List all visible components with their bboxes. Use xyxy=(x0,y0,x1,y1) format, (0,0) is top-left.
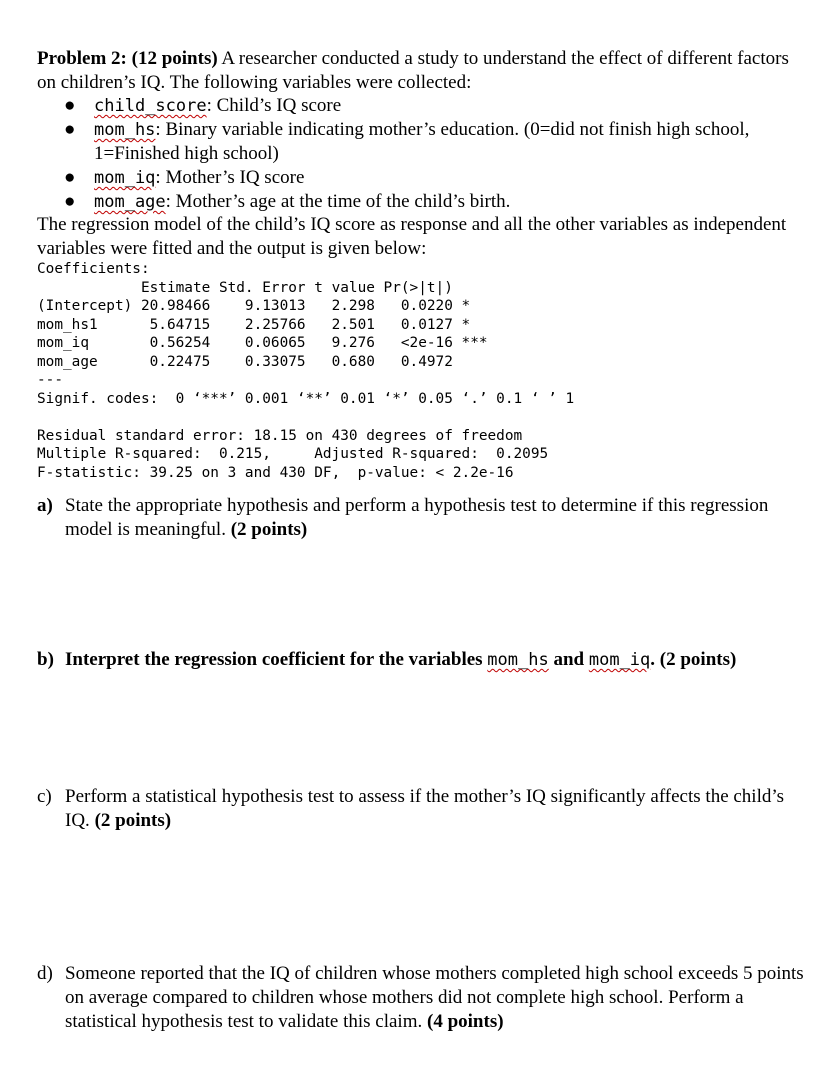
signif-codes: Signif. codes: 0 ‘***’ 0.001 ‘**’ 0.01 ‘*’ 0.05 ‘.’ 0.1 ‘ ’ 1 xyxy=(37,390,575,407)
variable-desc: : Binary variable indicating mother’s education. (0=did not finish high school, 1=Finished high school) xyxy=(94,119,750,164)
problem-heading: Problem 2: (12 points) xyxy=(37,48,218,69)
question-points: (4 points) xyxy=(422,1011,504,1032)
question-text: Someone reported that the IQ of children whose mothers completed high school exceeds 5 points on average compared to children whose mothers did not complete high school. Perform a statistical hypothesis test to validate this claim. xyxy=(65,963,804,1032)
residual-se: Residual standard error: 18.15 on 430 degrees of freedom xyxy=(37,427,523,444)
blank-line xyxy=(37,408,574,427)
question-label: a) xyxy=(37,495,53,516)
variable-desc: : Child’s IQ score xyxy=(206,95,342,116)
f-statistic: F-statistic: 39.25 on 3 and 430 DF, p-value: < 2.2e-16 xyxy=(37,464,514,481)
coef-row: (Intercept) 20.98466 9.13013 2.298 0.0220 * xyxy=(37,298,488,314)
question-points: . (2 points) xyxy=(650,649,737,670)
coef-row: mom_iq 0.56254 0.06065 9.276 <2e-16 *** xyxy=(37,335,488,351)
list-item xyxy=(64,94,784,118)
problem-intro xyxy=(37,47,807,95)
variable-name: mom_iq xyxy=(588,650,651,670)
variable-desc: : Mother’s IQ score xyxy=(155,167,305,188)
question-b xyxy=(37,648,807,672)
question-points: (2 points) xyxy=(89,810,172,831)
question-text: and xyxy=(548,649,589,670)
bullet-icon: ● xyxy=(64,119,76,140)
variable-name: mom_age xyxy=(94,192,166,212)
coefficients-label: Coefficients: xyxy=(37,261,150,277)
question-text: State the appropriate hypothesis and perform a hypothesis test to determine if this regression model is meaningful. xyxy=(65,495,769,540)
coef-row: mom_age 0.22475 0.33075 0.680 0.4972 xyxy=(37,353,488,370)
bullet-icon: ● xyxy=(64,167,76,188)
question-text: Interpret the regression coefficient for the variables xyxy=(65,649,488,670)
r-squared: Multiple R-squared: 0.215, Adjusted R-squared: 0.2095 xyxy=(37,446,549,462)
problem-intro-text: A researcher conducted a study to understand the effect of different factors on children’s IQ. The following variables were collected: xyxy=(37,48,789,93)
question-label: b) xyxy=(37,649,54,670)
question-points: (2 points) xyxy=(225,519,308,540)
question-d xyxy=(37,962,807,1034)
question-label: d) xyxy=(37,963,53,984)
list-item xyxy=(64,190,784,214)
variable-list xyxy=(64,94,784,214)
variable-name: mom_iq xyxy=(94,168,156,188)
variable-desc: : Mother’s age at the time of the child’s birth. xyxy=(165,191,511,212)
regression-intro: The regression model of the child’s IQ score as response and all the other variables as independent variables were fitted and the output is given below: xyxy=(37,214,787,259)
regression-output xyxy=(37,260,574,482)
list-item xyxy=(64,166,784,190)
question-c xyxy=(37,785,807,833)
bullet-icon: ● xyxy=(64,191,76,212)
question-label: c) xyxy=(37,786,52,807)
question-text: Perform a statistical hypothesis test to assess if the mother’s IQ significantly affects the child’s IQ. xyxy=(65,786,785,831)
list-item xyxy=(64,118,784,166)
separator: --- xyxy=(37,372,63,388)
variable-name: child_score xyxy=(94,96,207,116)
bullet-icon: ● xyxy=(64,95,76,116)
variable-name: mom_hs xyxy=(487,650,549,670)
variable-name: mom_hs xyxy=(94,120,156,140)
coef-header: Estimate Std. Error t value Pr(>|t|) xyxy=(37,279,488,296)
coef-row: mom_hs1 5.64715 2.25766 2.501 0.0127 * xyxy=(37,316,488,333)
question-a xyxy=(37,494,807,542)
